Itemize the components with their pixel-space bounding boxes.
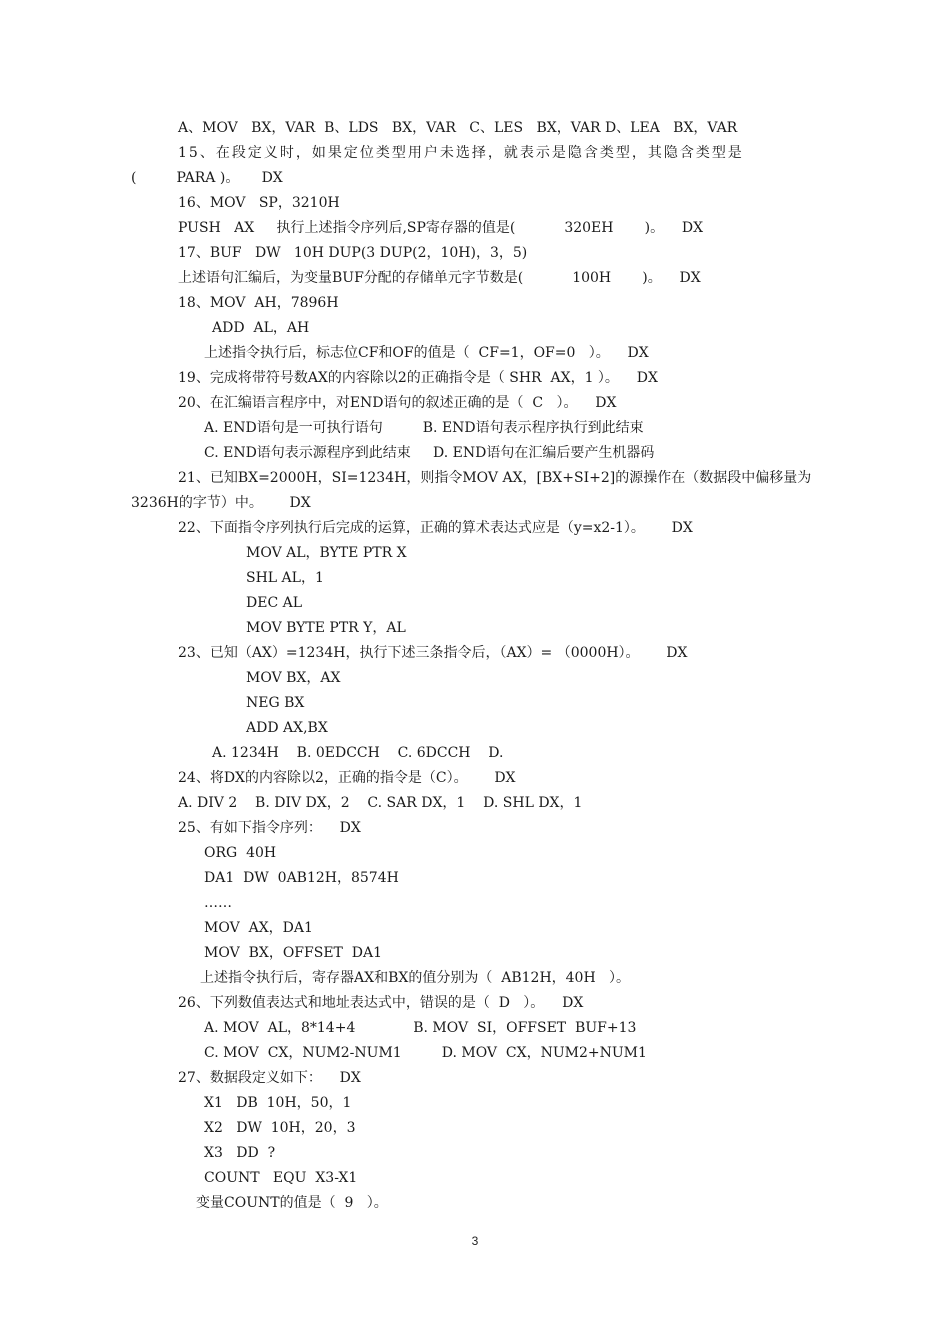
- code-line: DEC AL: [246, 595, 303, 611]
- page-number: 3: [471, 1234, 479, 1248]
- code-line: SHL AL，1: [246, 570, 324, 586]
- question-21: 21、已知BX=2000H，SI=1234H，则指令MOV AX，[BX+SI+2]的源操作在（数据段中偏移量为: [178, 470, 812, 486]
- options-20-ab: A. END语句是一可执行语句 B. END语句表示程序执行到此结束: [204, 420, 644, 436]
- code-line: X3 DD ?: [204, 1145, 276, 1161]
- question-16: 16、MOV SP，3210H: [178, 195, 340, 211]
- question-17: 17、BUF DW 10H DUP(3 DUP(2，10H)，3，5): [178, 245, 528, 261]
- options-23: A. 1234H B. 0EDCCH C. 6DCCH D.: [212, 745, 504, 761]
- code-line: DA1 DW 0AB12H，8574H: [204, 870, 399, 886]
- code-line: MOV AL，BYTE PTR X: [246, 545, 407, 561]
- options-26-ab: A. MOV AL，8*14+4 B. MOV SI，OFFSET BUF+13: [204, 1020, 637, 1036]
- code-line: MOV BX，OFFSET DA1: [204, 945, 383, 961]
- question-25-body: 上述指令执行后，寄存器AX和BX的值分别为（ AB12H，40H ）。: [200, 970, 631, 986]
- question-19: 19、完成将带符号数AX的内容除以2的正确指令是（ SHR AX，1 ）。 DX: [178, 370, 658, 386]
- code-line: ADD AX,BX: [246, 720, 328, 736]
- question-23: 23、已知（AX）=1234H，执行下述三条指令后，（AX）= （0000H）。 DX: [178, 645, 688, 661]
- question-27: 27、数据段定义如下： DX: [178, 1070, 361, 1086]
- question-18: 18、MOV AH，7896H: [178, 295, 339, 311]
- question-25: 25、有如下指令序列： DX: [178, 820, 361, 836]
- question-20: 20、在汇编语言程序中，对END语句的叙述正确的是（ C ）。 DX: [178, 395, 617, 411]
- code-line: NEG BX: [246, 695, 305, 711]
- options-24: A. DIV 2 B. DIV DX，2 C. SAR DX，1 D. SHL DX，1: [178, 795, 583, 811]
- question-24: 24、将DX的内容除以2，正确的指令是（C）。 DX: [178, 770, 516, 786]
- question-18-body: 上述指令执行后，标志位CF和OF的值是（ CF=1，OF=0 ）。 DX: [204, 345, 649, 361]
- code-line: MOV AX，DA1: [204, 920, 313, 936]
- question-17-body: 上述语句汇编后，为变量BUF分配的存储单元字节数是( 100H )。 DX: [178, 270, 701, 286]
- code-line: MOV BX，AX: [246, 670, 341, 686]
- code-line: MOV BYTE PTR Y，AL: [246, 620, 406, 636]
- options-20-cd: C. END语句表示源程序到此结束 D. END语句在汇编后要产生机器码: [204, 445, 655, 461]
- code-line: COUNT EQU X3-X1: [204, 1170, 358, 1186]
- question-21-cont: 3236H的字节）中。 DX: [131, 495, 311, 511]
- code-line: X1 DB 10H，50，1: [204, 1095, 352, 1111]
- options-26-cd: C. MOV CX，NUM2-NUM1 D. MOV CX，NUM2+NUM1: [204, 1045, 647, 1061]
- question-16-body: PUSH AX 执行上述指令序列后,SP寄存器的值是( 320EH )。 DX: [178, 220, 704, 236]
- code-line: ADD AL，AH: [212, 320, 310, 336]
- question-26: 26、下列数值表达式和地址表达式中，错误的是（ D ）。 DX: [178, 995, 584, 1011]
- options-14: A、MOV BX，VAR B、LDS BX，VAR C、LES BX，VAR D、LEA BX，VAR: [178, 120, 738, 136]
- code-line: ORG 40H: [204, 845, 277, 861]
- question-27-body: 变量COUNT的值是（ 9 ）。: [196, 1195, 388, 1211]
- question-15-answer: ( PARA )。 DX: [131, 170, 283, 186]
- question-15: 15、在段定义时，如果定位类型用户未选择，就表示是隐含类型，其隐含类型是: [178, 145, 744, 161]
- code-line: ……: [204, 895, 232, 911]
- code-line: X2 DW 10H，20，3: [204, 1120, 356, 1136]
- question-22: 22、下面指令序列执行后完成的运算，正确的算术表达式应是（y=x2-1）。 DX: [178, 520, 693, 536]
